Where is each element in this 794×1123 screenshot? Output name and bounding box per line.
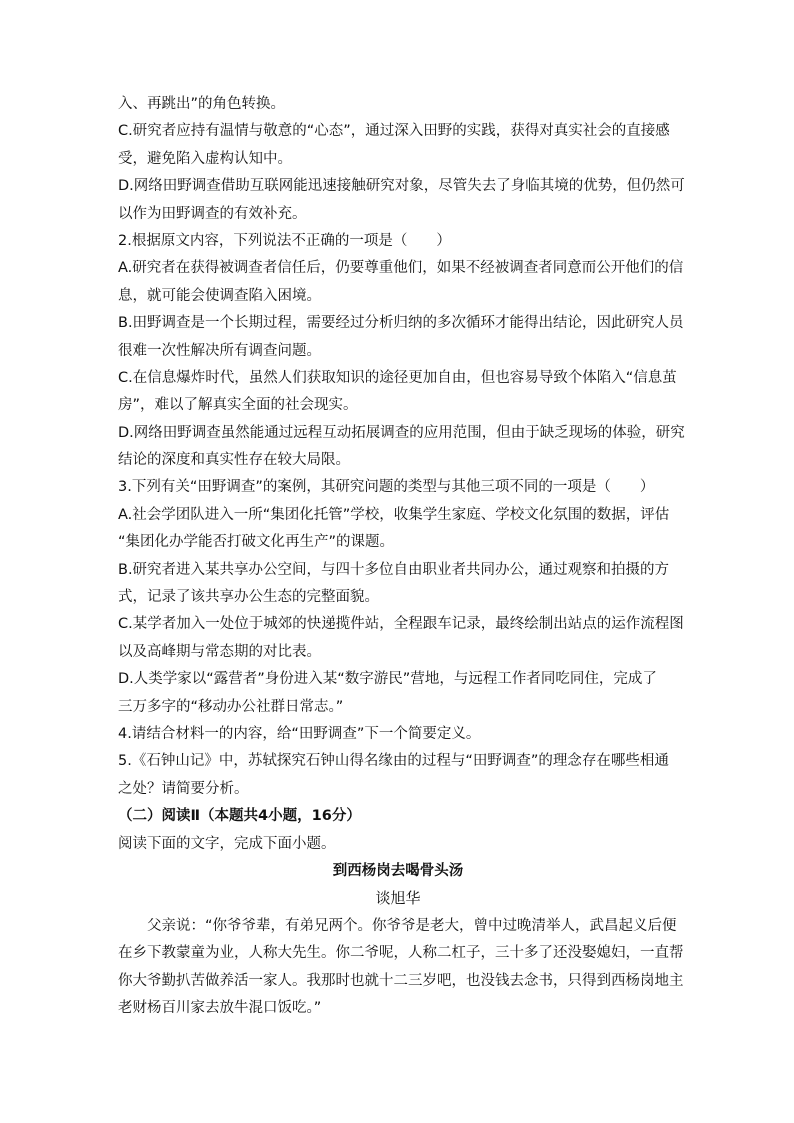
q3-option-c-line-1: C.某学者加入一处位于城郊的快递揽件站，全程跟车记录，最终绘制出站点的运作流程图 [118,616,684,633]
q3-option-d-line-1: D.人类学家以“露营者”身份进入某“数字游民”营地，与远程工作者同吃同住，完成了 [118,671,657,688]
instruction: 阅读下面的文字，完成下面小题。 [118,835,336,852]
q2-option-c-line-2: 房”，难以了解真实全面的社会现实。 [118,397,358,414]
option-c-line-2: 受，避免陷入虚构认知中。 [118,150,292,167]
option-d-line-2: 以作为田野调查的有效补充。 [118,205,307,222]
q2-option-a-line-2: 息，就可能会使调查陷入困境。 [118,287,321,304]
q3-option-d-line-2: 三万多字的“移动办公社群日常志。” [118,698,344,715]
document-page [118,91,685,1022]
q3-option-c-line-2: 以及高峰期与常态期的对比表。 [118,643,321,660]
question-2: 2.根据原文内容，下列说法不正确的一项是（ ） [118,232,451,249]
story-paragraph-line-4: 老财杨百川家去放牛混口饭吃。” [118,999,322,1016]
q2-option-b-line-1: B.田野调查是一个长期过程，需要经过分析归纳的多次循环才能得出结论，因此研究人员 [118,315,684,332]
text-line: 入、再跳出”的角色转换。 [118,96,286,112]
q3-option-a-line-2: “集团化办学能否打破文化再生产”的课题。 [118,534,395,551]
story-paragraph-line-3: 你大爷勤扒苦做养活一家人。我那时也就十二三岁吧，也没钱去念书，只得到西杨岗地主 [118,972,684,989]
option-c-line-1: C.研究者应持有温情与敬意的“心态”，通过深入田野的实践，获得对真实社会的直接感 [118,123,670,140]
story-paragraph-line-1: 父亲说：“你爷爷辈，有弟兄两个。你爷爷是老大，曾中过晚清举人，武昌起义后便 [118,917,677,934]
q2-option-d-line-1: D.网络田野调查虽然能通过远程互动拓展调查的应用范围，但由于缺乏现场的体验，研究 [118,424,685,441]
q2-option-c-line-1: C.在信息爆炸时代，虽然人们获取知识的途径更加自由，但也容易导致个体陷入“信息茧 [118,369,677,386]
question-4: 4.请结合材料一的内容，给“田野调查”下一个简要定义。 [118,725,481,742]
q2-option-a-line-1: A.研究者在获得被调查者信任后，仍要尊重他们，如果不经被调查者同意而公开他们的信 [118,260,684,277]
story-paragraph-line-2: 在乡下教蒙童为业，人称大先生。你二爷呢，人称二杠子，三十多了还没娶媳妇，一直帮 [118,945,684,962]
q2-option-d-line-2: 结论的深度和真实性存在较大局限。 [118,452,350,469]
option-d-line-1: D.网络田野调查借助互联网能迅速接触研究对象，尽管失去了身临其境的优势，但仍然可 [118,178,685,195]
q3-option-b-line-2: 式，记录了该共享办公生态的完整面貌。 [118,589,379,606]
question-5-line-1: 5.《石钟山记》中，苏轼探究石钟山得名缘由的过程与“田野调查”的理念存在哪些相通 [118,753,669,770]
section-heading: （二）阅读Ⅱ（本题共4小题，16分） [118,808,361,825]
q3-option-a-line-1: A.社会学团队进入一所“集团化托管”学校，收集学生家庭、学校文化氛围的数据，评估 [118,506,670,523]
story-author: 谈旭华 [375,889,421,908]
q2-option-b-line-2: 很难一次性解决所有调查问题。 [118,342,321,359]
question-3: 3.下列有关“田野调查”的案例，其研究问题的类型与其他三项不同的一项是（ ） [118,479,655,496]
question-5-line-2: 之处？请简要分析。 [118,780,249,797]
q3-option-b-line-1: B.研究者进入某共享办公空间，与四十多位自由职业者共同办公，通过观察和拍摄的方 [118,561,670,578]
story-title: 到西杨岗去喝骨头汤 [332,862,464,879]
